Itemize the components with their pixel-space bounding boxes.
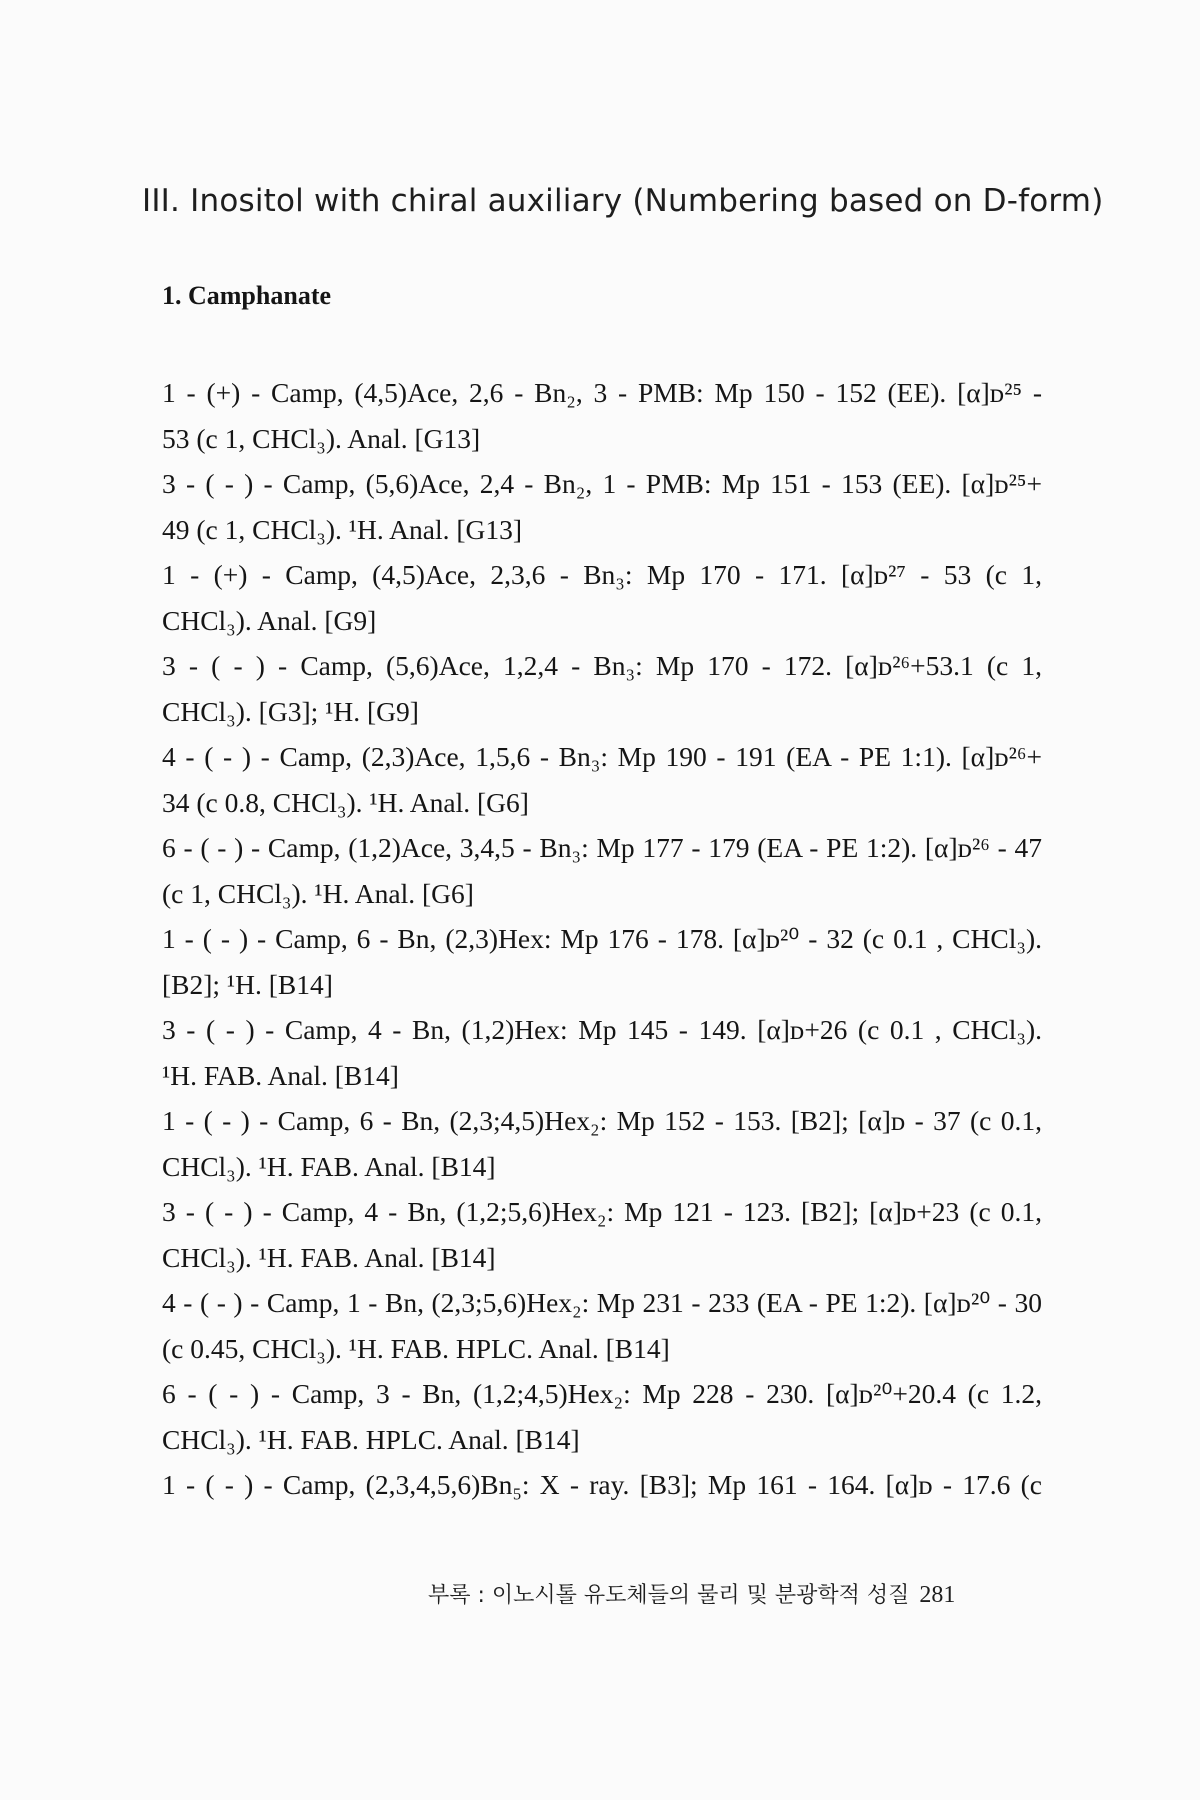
entry-line: 6 - ( - ) - Camp, 3 - Bn, (1,2;4,5)Hex₂: Mp 228 - 230. [α]ᴅ²⁰+20.4 (c 1.2,	[162, 1378, 1042, 1409]
section-title: III. Inositol with chiral auxiliary (Numbering based on D-form)	[142, 183, 1104, 219]
entry-line: 6 - ( - ) - Camp, (1,2)Ace, 3,4,5 - Bn₃: Mp 177 - 179 (EA - PE 1:2). [α]ᴅ²⁶ - 47	[162, 832, 1042, 863]
entry-line: (c 1, CHCl₃). ¹H. Anal. [G6]	[162, 877, 474, 909]
compound-entry	[162, 461, 1042, 552]
entry-line: (c 0.45, CHCl₃). ¹H. FAB. HPLC. Anal. [B14]	[162, 1332, 670, 1364]
entry-line: 1 - ( - ) - Camp, 6 - Bn, (2,3;4,5)Hex₂: Mp 152 - 153. [B2]; [α]ᴅ - 37 (c 0.1,	[162, 1105, 1042, 1136]
entry-line: CHCl₃). ¹H. FAB. Anal. [B14]	[162, 1241, 496, 1273]
compound-entry	[162, 643, 1042, 734]
subsection-title: 1. Camphanate	[162, 281, 332, 310]
compound-entry	[162, 1189, 1042, 1280]
entry-line: 49 (c 1, CHCl₃). ¹H. Anal. [G13]	[162, 513, 523, 545]
compound-entry	[162, 1098, 1042, 1189]
entry-line: 4 - ( - ) - Camp, 1 - Bn, (2,3;5,6)Hex₂: Mp 231 - 233 (EA - PE 1:2). [α]ᴅ²⁰ - 30	[162, 1287, 1042, 1318]
page-footer	[428, 1578, 955, 1609]
entry-line: CHCl₃). ¹H. FAB. Anal. [B14]	[162, 1150, 496, 1182]
entry-line: 3 - ( - ) - Camp, 4 - Bn, (1,2)Hex: Mp 145 - 149. [α]ᴅ+26 (c 0.1 , CHCl₃).	[162, 1014, 1042, 1045]
entry-line: 4 - ( - ) - Camp, (2,3)Ace, 1,5,6 - Bn₃: Mp 190 - 191 (EA - PE 1:1). [α]ᴅ²⁶+	[162, 741, 1042, 772]
compound-entry	[162, 916, 1042, 1007]
compound-entry-list	[162, 370, 1042, 1508]
entry-line: 1 - ( - ) - Camp, 6 - Bn, (2,3)Hex: Mp 176 - 178. [α]ᴅ²⁰ - 32 (c 0.1 , CHCl₃).	[162, 923, 1042, 954]
entry-line: 34 (c 0.8, CHCl₃). ¹H. Anal. [G6]	[162, 786, 529, 818]
compound-entry	[162, 552, 1042, 643]
entry-line: 1 - (+) - Camp, (4,5)Ace, 2,6 - Bn₂, 3 - PMB: Mp 150 - 152 (EE). [α]ᴅ²⁵ -	[162, 377, 1042, 408]
entry-line: CHCl₃). [G3]; ¹H. [G9]	[162, 695, 419, 727]
entry-line: 53 (c 1, CHCl₃). Anal. [G13]	[162, 422, 481, 454]
entry-line: 3 - ( - ) - Camp, (5,6)Ace, 2,4 - Bn₂, 1 - PMB: Mp 151 - 153 (EE). [α]ᴅ²⁵+	[162, 468, 1042, 499]
compound-entry	[162, 825, 1042, 916]
compound-entry	[162, 1280, 1042, 1371]
entry-line: CHCl₃). Anal. [G9]	[162, 604, 377, 636]
compound-entry	[162, 1007, 1042, 1098]
entry-line: 1 - ( - ) - Camp, (2,3,4,5,6)Bn₅: X - ray. [B3]; Mp 161 - 164. [α]ᴅ - 17.6 (c	[162, 1469, 1042, 1500]
page-number: 281	[919, 1582, 956, 1608]
compound-entry	[162, 1371, 1042, 1462]
entry-line: ¹H. FAB. Anal. [B14]	[162, 1059, 399, 1091]
running-title: 부록 : 이노시톨 유도체들의 물리 및 분광학적 성질	[428, 1583, 910, 1608]
compound-entry	[162, 734, 1042, 825]
compound-entry	[162, 1462, 1042, 1508]
entry-line: 3 - ( - ) - Camp, (5,6)Ace, 1,2,4 - Bn₃: Mp 170 - 172. [α]ᴅ²⁶+53.1 (c 1,	[162, 650, 1042, 681]
entry-line: 3 - ( - ) - Camp, 4 - Bn, (1,2;5,6)Hex₂: Mp 121 - 123. [B2]; [α]ᴅ+23 (c 0.1,	[162, 1196, 1042, 1227]
entry-line: 1 - (+) - Camp, (4,5)Ace, 2,3,6 - Bn₃: Mp 170 - 171. [α]ᴅ²⁷ - 53 (c 1,	[162, 559, 1042, 590]
entry-line: [B2]; ¹H. [B14]	[162, 968, 333, 1000]
entry-line: CHCl₃). ¹H. FAB. HPLC. Anal. [B14]	[162, 1423, 580, 1455]
compound-entry	[162, 370, 1042, 461]
